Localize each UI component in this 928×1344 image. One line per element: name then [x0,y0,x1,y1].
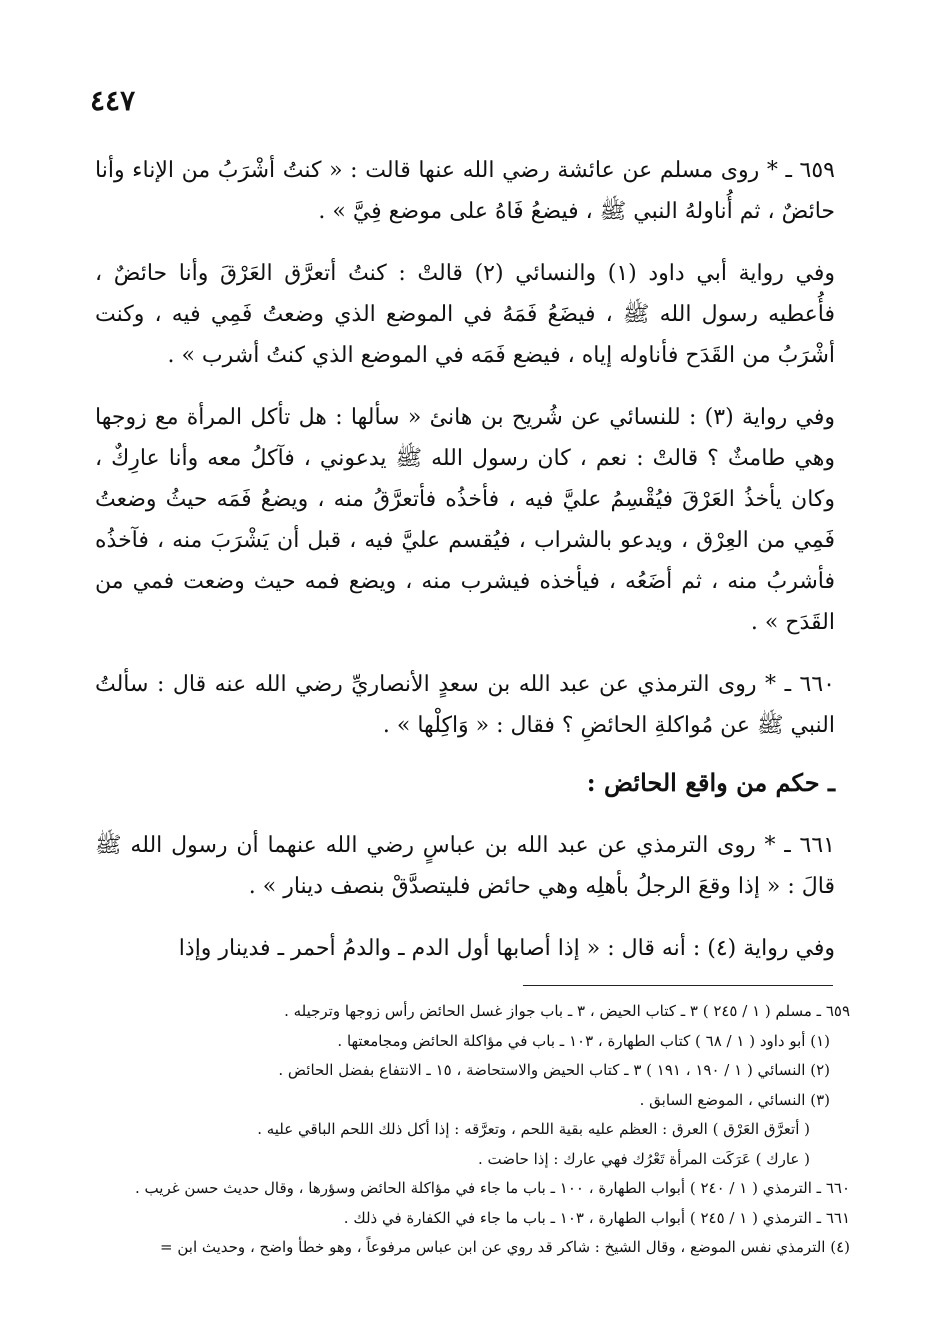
footnotes [80,997,850,1263]
footnote-2: (٢) النسائي ( ١ / ١٩٠ ، ١٩١ ) ٣ ـ كتاب الحيض والاستحاضة ، ١٥ ـ الانتفاع بفضل الحائض . [278,1061,830,1079]
riwaya-4: وفي رواية (٤) : أنه قال : « إذا أصابها أول الدم ـ والدمُ أحمر ـ فدينار وإذا [178,936,835,961]
hadith-659: ٦٥٩ ـ * روى مسلم عن عائشة رضي الله عنها قالت : « كنتُ أشْرَبُ من الإناء وأنا حائضٌ ، ثم أُناولهُ النبي ﷺ ، فيضعُ فَاهُ على موضع فِيَّ » . [95,158,835,224]
footnote-4: (٤) الترمذي نفس الموضع ، وقال الشيخ : شاكر قد روي عن ابن عباس مرفوعاً ، وهو خطأ واضح ، وحديث ابن = [160,1238,850,1256]
footnote-661: ٦٦١ ـ الترمذي ( ١ / ٢٤٥ ) أبواب الطهارة ، ١٠٣ ـ باب ما جاء في الكفارة في ذلك . [343,1208,850,1227]
footnote-gloss-taarraq: ( أتعرَّق العَرْق ) العرق : العظم عليه بقية اللحم ، وتعرَّقه : إذا أكل ذلك اللحم الباقي عليه . [257,1120,810,1138]
hadith-661: ٦٦١ ـ * روى الترمذي عن عبد الله بن عباسٍ رضي الله عنهما أن رسول الله ﷺ قالَ : « إذا وقعَ الرجلُ بأهلِه وهي حائض فليتصدَّقْ بنصف دينار » . [95,833,835,899]
riwaya-nasai: وفي رواية (٣) : للنسائي عن شُريح بن هانئ « سألها : هل تأكل المرأة مع زوجها وهي طامثٌ ؟ قالتْ : نعم ، كان رسول الله ﷺ يدعوني ، فآكلُ معه وأنا عارِكٌ ، وكان يأخذُ العَرْقَ فيُقْسِمُ عليَّ فيه ، فأخذُه فأتعرَّقُ منه ، ويضعُ فَمَه حيثُ وضعتُ فَمِي من العِرْق ، ويدعو بالشراب ، فيُقسم عليَّ فيه ، قبل أن يَشْرَبَ منه ، فآخذُه فأشربُ منه ، ثم أضَعُه ، فيأخذه فيشرب منه ، ويضع فمه حيث وضعت فمي من القَدَح » . [95,405,835,635]
section-heading: ـ حكم من واقع الحائض : [586,768,835,797]
footnote-660: ٦٦٠ ـ الترمذي ( ١ / ٢٤٠ ) أبواب الطهارة ، ١٠٠ ـ باب ما جاء في مؤاكلة الحائض وسؤرها ، وقال حديث حسن غريب . [135,1179,850,1197]
page-number: ٤٤٧ [90,84,136,117]
footnote-3: (٣) النسائي ، الموضع السابق . [639,1090,830,1109]
footnote-659: ٦٥٩ ـ مسلم ( ١ / ٢٤٥ ) ٣ ـ كتاب الحيض ، ٣ ـ باب جواز غسل الحائض رأس زوجها وترجيله . [284,1002,850,1020]
footnote-separator [523,985,833,986]
footnote-gloss-arik: ( عارك ) عَرَكَت المرأة تَعْرُك فهي عارك : إذا حاضت . [478,1149,810,1168]
main-text [95,150,835,990]
hadith-660: ٦٦٠ ـ * روى الترمذي عن عبد الله بن سعدٍ الأنصاريِّ رضي الله عنه قال : سألتُ النبي ﷺ عن مُواكلةِ الحائضِ ؟ فقال : « وَاكِلْها » . [95,672,835,738]
footnote-1: (١) أبو داود ( ١ / ٦٨ ) كتاب الطهارة ، ١٠٣ ـ باب في مؤاكلة الحائض ومجامعتها . [337,1031,830,1050]
riwaya-abu-dawud: وفي رواية أبي داود (١) والنسائي (٢) قالتْ : كنتُ أتعرَّق العَرْقَ وأنا حائضٌ ، فأُعطيه رسول الله ﷺ ، فيضَعُ فَمَهُ في الموضع الذي وضعتُ فَمِي فيه ، وكنت أشْرَبُ من القَدَح فأناوله إياه ، فيضع فَمَه في الموضع الذي كنتُ أشرب » . [95,261,835,368]
